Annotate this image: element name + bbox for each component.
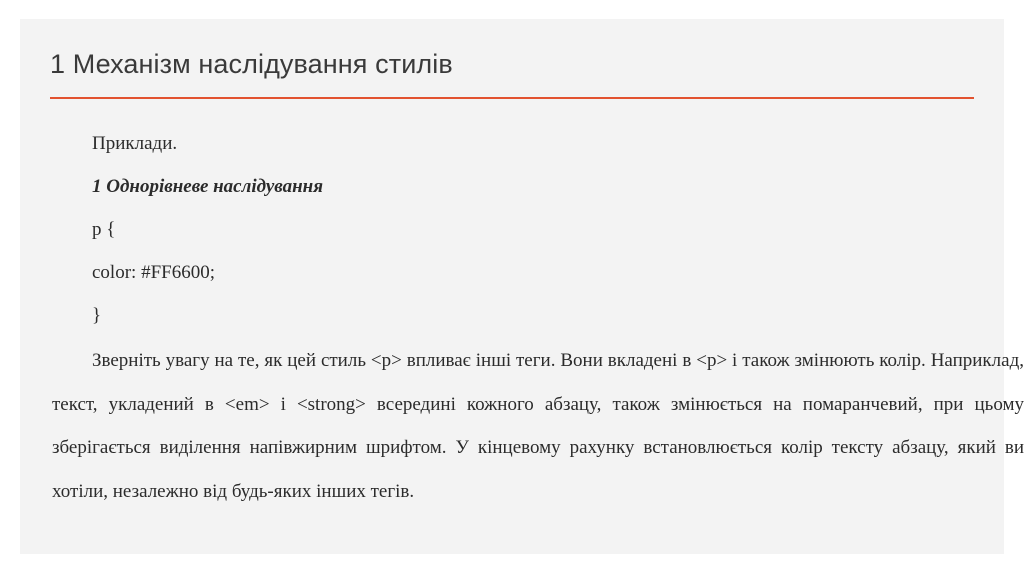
slide-title: 1 Механізм наслідування стилів bbox=[50, 49, 453, 79]
section-heading: 1 Однорівневе наслідування bbox=[92, 176, 323, 197]
code-line-declaration: color: #FF6600; bbox=[92, 262, 215, 283]
examples-label: Приклади. bbox=[92, 133, 178, 154]
code-line-selector: p { bbox=[92, 219, 116, 240]
slide bbox=[20, 19, 1024, 554]
explanation-paragraph: Зверніть увагу на те, як цей стиль <p> впливає інші теги. Вони вкладені в <p> і також змінюють колір. Наприклад, текст, укладений в <em> і <strong> всередині кожного абзацу, також змінюється на помаранчевий, при цьому зберігається виділення напівжирним шрифтом. У кінцевому рахунку встановлюється колір тексту абзацу, який ви хотіли, незалежно від будь-яких інших тегів. bbox=[52, 350, 1024, 502]
code-line-closing-brace: } bbox=[92, 305, 102, 326]
title-underline-divider bbox=[50, 97, 974, 99]
